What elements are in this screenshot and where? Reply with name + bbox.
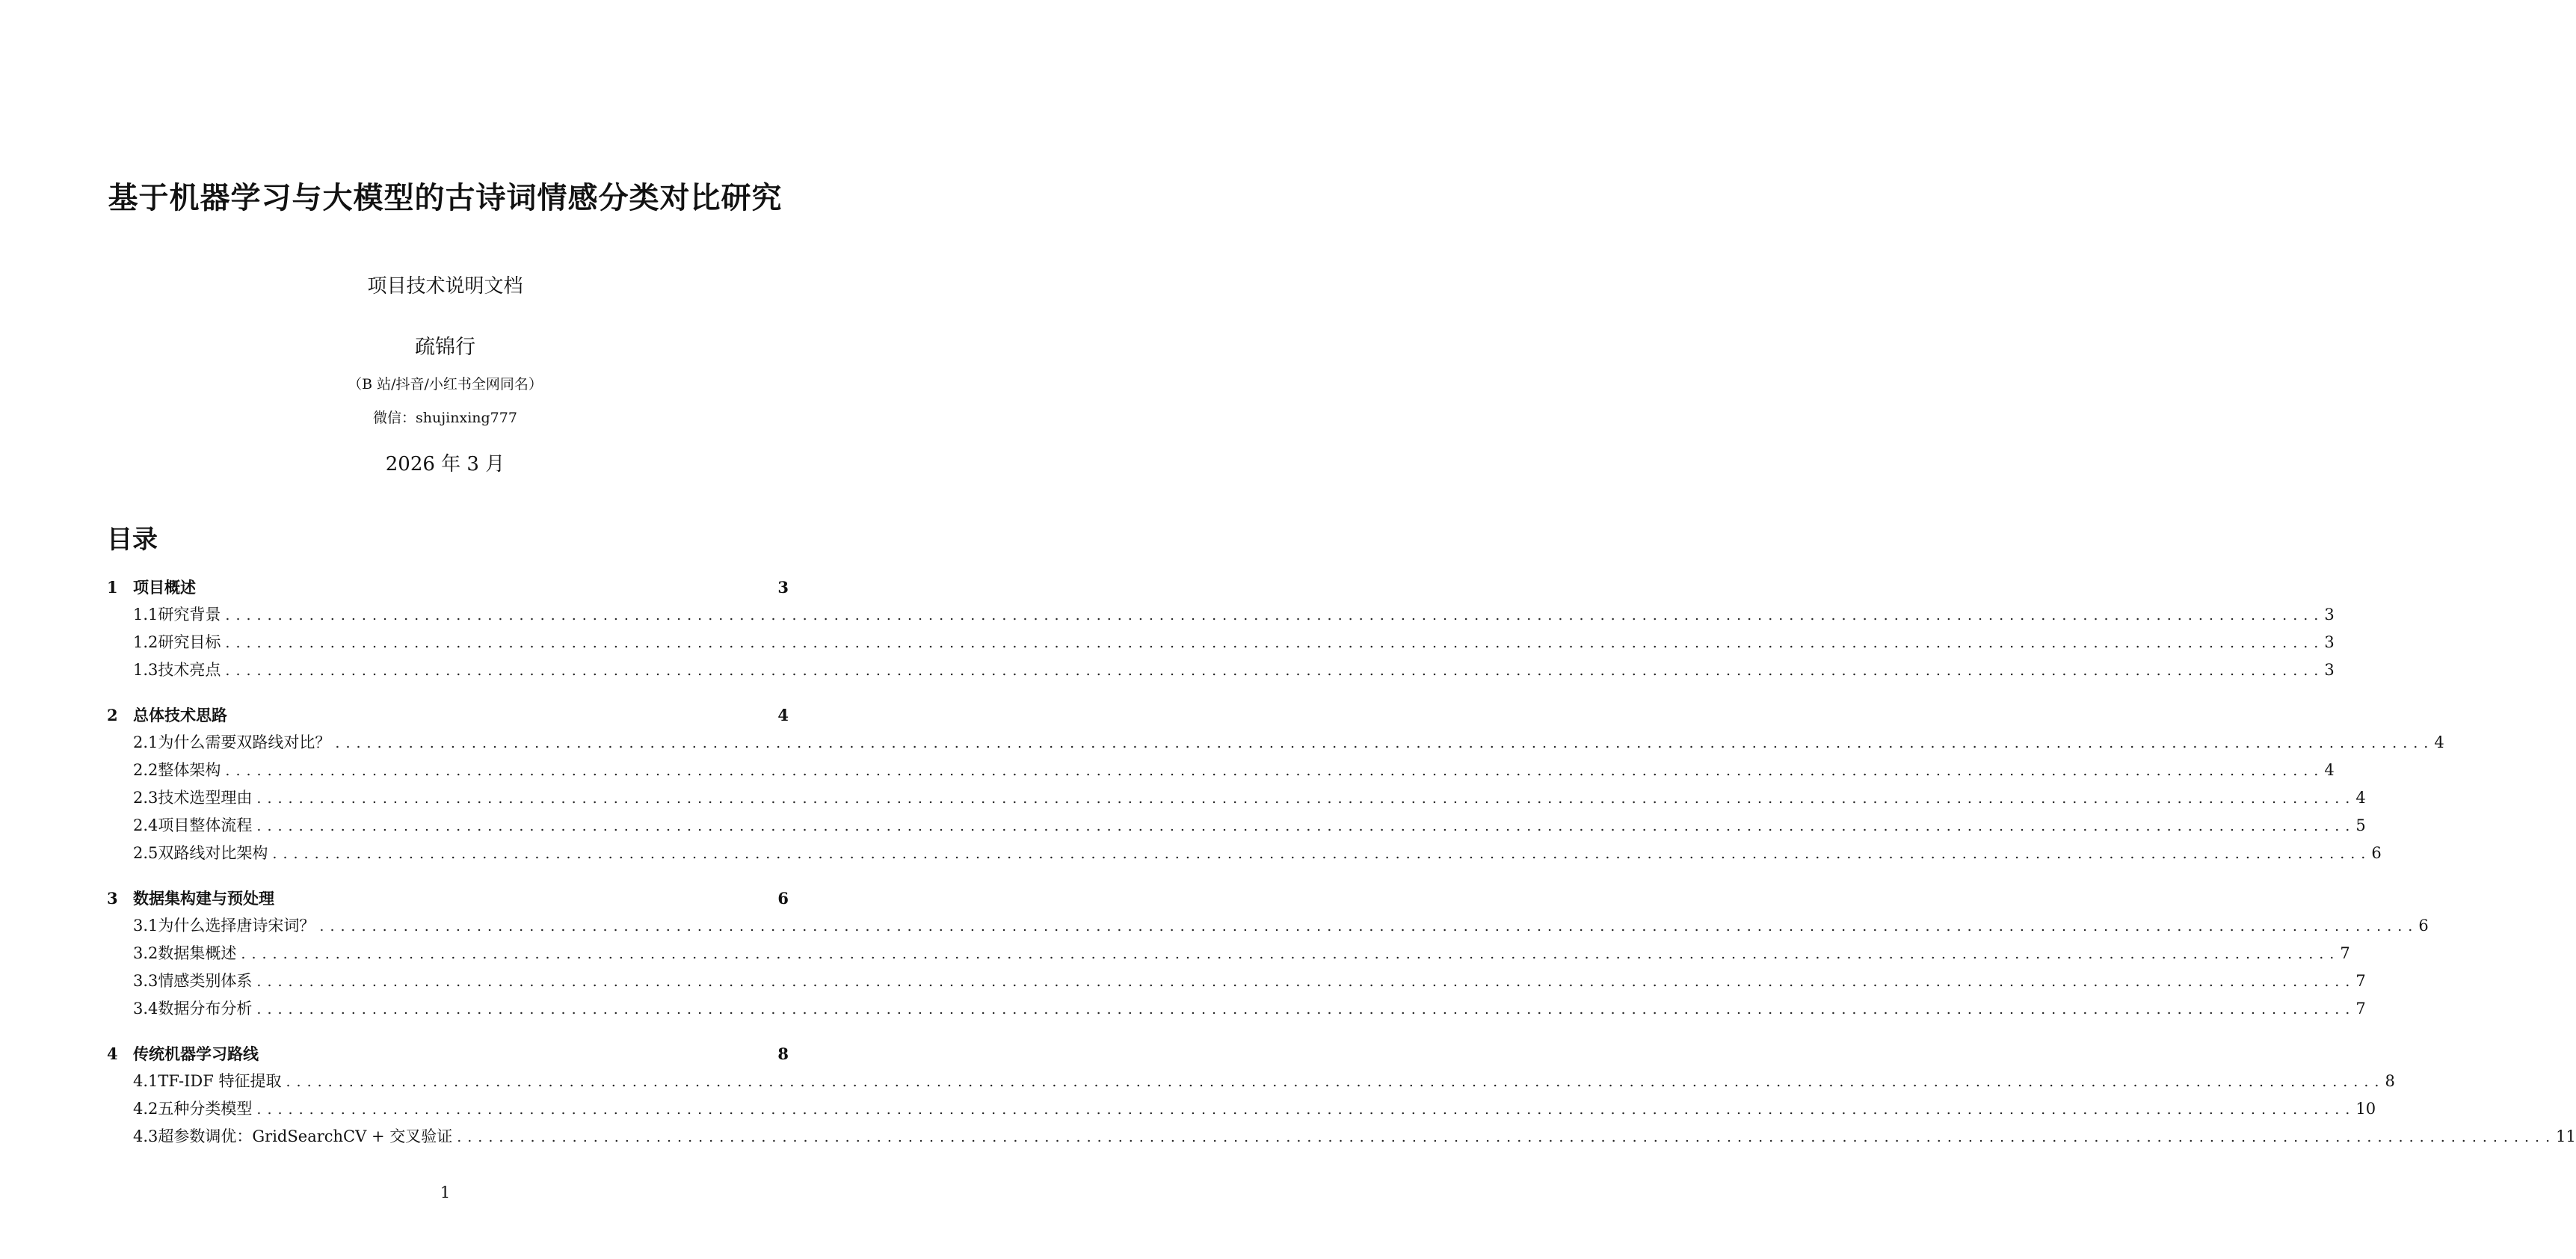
toc-subsection-number: 4.3: [133, 1127, 158, 1145]
toc-section-number: 4: [107, 1044, 118, 1063]
toc-subsection-entry[interactable]: [107, 784, 2366, 812]
toc-subsection-title: 整体架构: [158, 761, 221, 779]
toc-subsection-page: 3: [2324, 606, 2335, 624]
toc-subsection-number: 3.1: [133, 917, 158, 935]
toc-subsection-entry[interactable]: [107, 629, 2335, 656]
toc-subsection-number: 1.1: [133, 606, 158, 624]
toc-subsection-title: 超参数调优：GridSearchCV + 交叉验证: [158, 1127, 453, 1145]
toc-dot-leader: ........................................................................................................................................................................................................: [319, 918, 2419, 935]
toc-subsection-number: 2.5: [133, 844, 158, 862]
toc-subsection-entry[interactable]: [107, 1095, 2376, 1123]
toc-subsection-title: 双路线对比架构: [158, 844, 268, 862]
toc-section-entry[interactable]: [107, 885, 789, 912]
toc-section-number: 1: [107, 578, 118, 597]
toc-subsection-title: 数据集概述: [158, 944, 237, 962]
toc-dot-leader: ........................................................................................................................................................................................................: [225, 662, 2325, 679]
toc-dot-leader: ........................................................................................................................................................................................................: [335, 735, 2435, 751]
table-of-contents: [107, 574, 2576, 1169]
toc-subsection-number: 2.4: [133, 816, 158, 834]
toc-subsection-entry[interactable]: [107, 757, 2335, 784]
toc-subsection-entry[interactable]: [107, 995, 2366, 1023]
toc-subsection-page: 4: [2355, 789, 2366, 807]
toc-section-page: 8: [777, 1044, 789, 1063]
toc-subsection-title: 为什么选择唐诗宋词？: [158, 917, 315, 935]
toc-section-page: 6: [777, 889, 789, 908]
toc-subsection-page: 8: [2385, 1072, 2395, 1090]
toc-subsection-entry[interactable]: [107, 601, 2335, 629]
toc-dot-leader: ........................................................................................................................................................................................................: [256, 790, 2356, 807]
toc-subsection-page: 3: [2324, 633, 2335, 651]
toc-section: [107, 574, 2335, 684]
toc-subsection-number: 1.3: [133, 661, 158, 679]
toc-subsection-page: 6: [2371, 844, 2382, 862]
toc-section-title: 项目概述: [133, 578, 196, 597]
toc-section-title: 传统机器学习路线: [133, 1044, 259, 1063]
toc-subsection-title: TF-IDF 特征提取: [158, 1072, 282, 1090]
toc-subsection-title: 五种分类模型: [158, 1100, 253, 1118]
toc-subsection-page: 11: [2556, 1127, 2576, 1145]
toc-subsection-number: 4.2: [133, 1100, 158, 1118]
toc-subsection-page: 4: [2324, 761, 2335, 779]
toc-subsection-entry[interactable]: [107, 729, 2444, 757]
toc-subsection-title: 技术选型理由: [158, 789, 253, 807]
toc-section-entry[interactable]: [107, 702, 789, 729]
toc-dot-leader: ........................................................................................................................................................................................................: [256, 973, 2356, 990]
toc-subsection-title: 数据分布分析: [158, 1000, 253, 1018]
toc-dot-leader: ........................................................................................................................................................................................................: [256, 1001, 2356, 1018]
toc-subsection-page: 10: [2355, 1100, 2376, 1118]
toc-subsection-number: 2.1: [133, 733, 158, 751]
toc-subsection-title: 项目整体流程: [158, 816, 253, 834]
toc-subsection-title: 研究背景: [158, 606, 221, 624]
toc-section-number: 3: [107, 889, 118, 908]
toc-subsection-entry[interactable]: [107, 1123, 2576, 1151]
toc-subsection-entry[interactable]: [107, 1068, 2395, 1095]
toc-subsection-page: 4: [2434, 733, 2444, 751]
toc-subsection-page: 3: [2324, 661, 2335, 679]
toc-heading: 目录: [107, 525, 158, 555]
toc-subsection-title: 研究目标: [158, 633, 221, 651]
toc-subsection-number: 3.4: [133, 1000, 158, 1018]
toc-section: [107, 1041, 2576, 1151]
toc-subsection-entry[interactable]: [107, 812, 2366, 840]
toc-section-entry[interactable]: [107, 1041, 789, 1068]
toc-subsection-number: 2.2: [133, 761, 158, 779]
toc-subsection-page: 5: [2355, 816, 2366, 834]
toc-subsection-number: 2.3: [133, 789, 158, 807]
toc-dot-leader: ........................................................................................................................................................................................................: [256, 818, 2356, 834]
toc-section: [107, 702, 2444, 867]
toc-section-number: 2: [107, 706, 118, 724]
author-name: 疏锦行: [415, 336, 475, 359]
toc-subsection-number: 1.2: [133, 633, 158, 651]
toc-section-title: 数据集构建与预处理: [133, 889, 274, 908]
toc-subsection-entry[interactable]: [107, 840, 2382, 867]
toc-dot-leader: ........................................................................................................................................................................................................: [225, 607, 2325, 624]
toc-subsection-title: 为什么需要双路线对比？: [158, 733, 331, 751]
toc-section-entry[interactable]: [107, 574, 789, 601]
page-number: 1: [440, 1183, 451, 1201]
toc-subsection-title: 情感类别体系: [158, 972, 253, 990]
toc-section: [107, 885, 2429, 1023]
toc-subsection-page: 7: [2340, 944, 2350, 962]
toc-dot-leader: ........................................................................................................................................................................................................: [457, 1129, 2557, 1145]
toc-subsection-number: 3.2: [133, 944, 158, 962]
document-date: 2026 年 3 月: [385, 453, 505, 475]
toc-subsection-page: 7: [2355, 1000, 2366, 1018]
toc-subsection-page: 7: [2355, 972, 2366, 990]
author-note: （B 站/抖音/小红书全网同名）: [348, 376, 543, 393]
toc-subsection-entry[interactable]: [107, 967, 2366, 995]
toc-section-title: 总体技术思路: [133, 706, 227, 724]
wechat-contact: 微信：shujinxing777: [373, 410, 517, 426]
toc-dot-leader: ........................................................................................................................................................................................................: [256, 1101, 2356, 1118]
toc-section-page: 4: [777, 706, 789, 724]
document-title: 基于机器学习与大模型的古诗词情感分类对比研究: [108, 180, 783, 215]
toc-dot-leader: ........................................................................................................................................................................................................: [286, 1074, 2385, 1090]
toc-subsection-number: 4.1: [133, 1072, 158, 1090]
toc-subsection-entry[interactable]: [107, 940, 2350, 967]
toc-subsection-number: 3.3: [133, 972, 158, 990]
toc-section-page: 3: [777, 578, 789, 597]
toc-subsection-entry[interactable]: [107, 656, 2335, 684]
toc-dot-leader: ........................................................................................................................................................................................................: [241, 946, 2341, 962]
toc-dot-leader: ........................................................................................................................................................................................................: [225, 763, 2325, 779]
toc-dot-leader: ........................................................................................................................................................................................................: [272, 846, 2372, 862]
toc-dot-leader: ........................................................................................................................................................................................................: [225, 635, 2325, 651]
toc-subsection-page: 6: [2418, 917, 2429, 935]
toc-subsection-entry[interactable]: [107, 912, 2429, 940]
toc-subsection-title: 技术亮点: [158, 661, 221, 679]
document-subtitle: 项目技术说明文档: [367, 275, 523, 298]
